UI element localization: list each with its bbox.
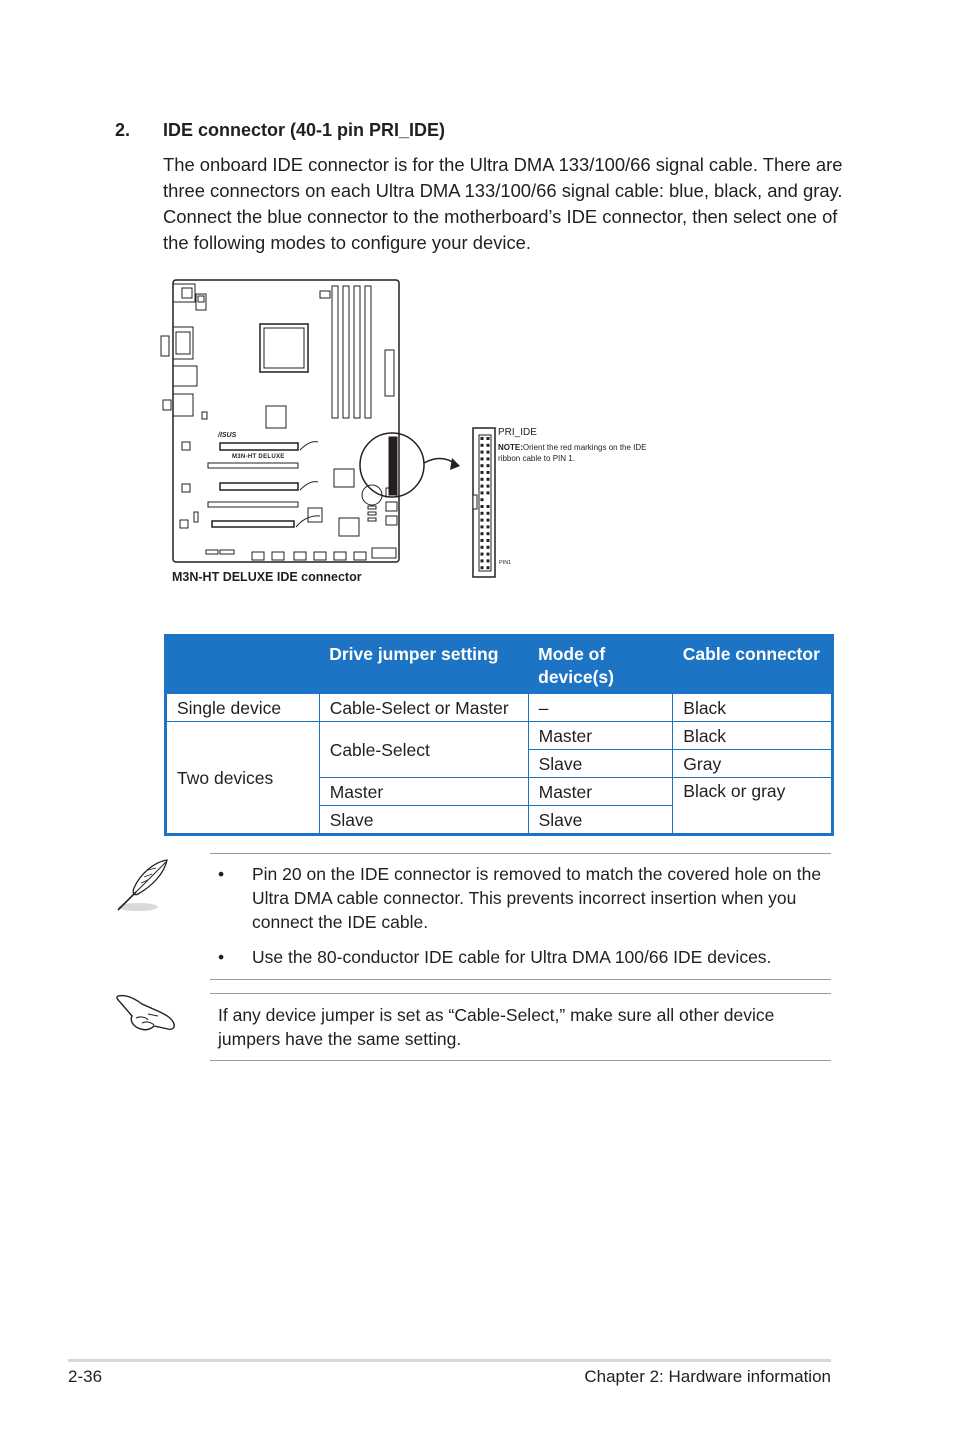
- page-number: 2-36: [68, 1367, 103, 1386]
- section-number: 2.: [115, 120, 131, 140]
- table-cell: Black: [673, 694, 833, 722]
- note-box: [210, 853, 831, 980]
- table-cell: Master: [528, 778, 673, 806]
- list-item: • Use the 80-conductor IDE cable for Ultra DMA 100/66 IDE devices.: [210, 945, 831, 969]
- section-intro: The onboard IDE connector is for the Ultra DMA 133/100/66 signal cable. There are three connectors on each Ultra DMA 133/100/66 signal cable: blue, black, and gray. Connect the blue connector to the motherboard’s IDE connector, then select one of the following modes to configure your device.: [163, 154, 843, 253]
- connector-note: [498, 443, 658, 464]
- table-header-cell: Cable connector: [673, 636, 833, 694]
- section-title: IDE connector (40-1 pin PRI_IDE): [163, 120, 446, 140]
- table-header-cell: Mode of device(s): [528, 636, 673, 694]
- table-cell: Master: [528, 722, 673, 750]
- table-cell: Black: [673, 722, 833, 750]
- table-row: [166, 694, 833, 722]
- note-list: [210, 862, 831, 969]
- table-cell: Black or gray: [673, 778, 833, 835]
- board-model-label: M3N-HT DELUXE: [232, 454, 285, 460]
- jumper-settings-table: [164, 634, 834, 836]
- table-header-row: [166, 636, 833, 694]
- table-row: [166, 722, 833, 750]
- connector-name: PRI_IDE: [498, 427, 537, 438]
- table-cell: Two devices: [166, 722, 320, 835]
- feather-pen-icon: [112, 856, 174, 916]
- board-brand-logo: /ISUS: [218, 432, 237, 439]
- motherboard-diagram: [160, 272, 650, 592]
- caution-text: If any device jumper is set as “Cable-Select,” make sure all other device jumpers have the same setting.: [218, 1005, 775, 1049]
- list-item: • Pin 20 on the IDE connector is removed to match the covered hole on the Ultra DMA cable connector. This prevents incorrect insertion when you connect the IDE cable.: [210, 862, 831, 934]
- pointing-hand-icon: [114, 990, 178, 1036]
- diagram-caption: M3N-HT DELUXE IDE connector: [172, 570, 362, 584]
- pin1-label: PIN1: [499, 560, 512, 566]
- footer-divider: [68, 1359, 831, 1362]
- table-cell: –: [528, 694, 673, 722]
- table-cell: Cable-Select or Master: [319, 694, 528, 722]
- table-cell: Slave: [528, 750, 673, 778]
- caution-box: [210, 993, 831, 1061]
- table-header-cell: Drive jumper setting: [319, 636, 528, 694]
- table-cell: Single device: [166, 694, 320, 722]
- chapter-title: Chapter 2: Hardware information: [584, 1367, 831, 1386]
- table-header-cell: [166, 636, 320, 694]
- table-cell: Slave: [319, 806, 528, 835]
- connector-note-text: Orient the red markings on the IDE ribbon cable to PIN 1.: [498, 443, 647, 463]
- table-cell: Cable-Select: [319, 722, 528, 778]
- connector-note-label: NOTE:: [498, 443, 523, 452]
- table-cell: Slave: [528, 806, 673, 835]
- table-cell: Master: [319, 778, 528, 806]
- table-cell: Gray: [673, 750, 833, 778]
